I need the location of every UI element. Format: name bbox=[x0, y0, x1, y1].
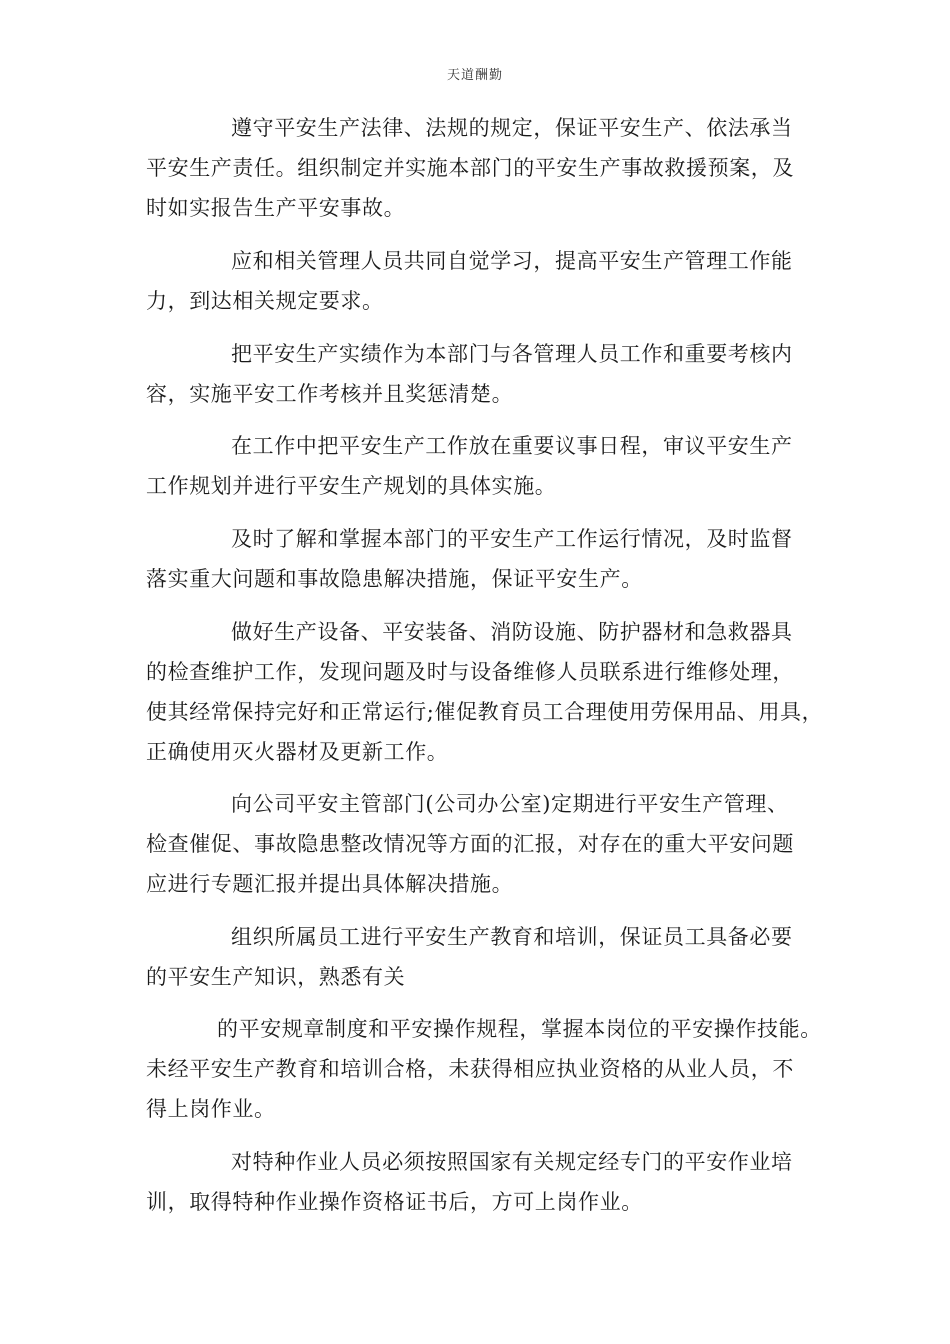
text-line: 应进行专题汇报并提出具体解决措施。 bbox=[146, 872, 514, 896]
text-line: 检查催促、事故隐患整改情况等方面的汇报，对存在的重大平安问题 bbox=[146, 832, 794, 856]
text-line: 把平安生产实绩作为本部门与各管理人员工作和重要考核内 bbox=[231, 342, 793, 366]
text-line: 正确使用灭火器材及更新工作。 bbox=[146, 740, 449, 764]
text-line: 及时了解和掌握本部门的平安生产工作运行情况，及时监督 bbox=[231, 527, 793, 551]
text-line: 遵守平安生产法律、法规的规定，保证平安生产、依法承当 bbox=[231, 116, 793, 140]
text-line: 落实重大问题和事故隐患解决措施，保证平安生产。 bbox=[146, 567, 643, 591]
text-line: 的平安生产知识，熟悉有关 bbox=[146, 965, 406, 989]
text-line: 组织所属员工进行平安生产教育和培训，保证员工具备必要 bbox=[231, 925, 793, 949]
text-line: 工作规划并进行平安生产规划的具体实施。 bbox=[146, 474, 557, 498]
text-line: 时如实报告生产平安事故。 bbox=[146, 196, 406, 220]
text-line: 对特种作业人员必须按照国家有关规定经专门的平安作业培 bbox=[231, 1150, 793, 1174]
text-line: 做好生产设备、平安装备、消防设施、防护器材和急救器具 bbox=[231, 620, 793, 644]
page-header: 天道酬勤 bbox=[446, 68, 503, 83]
text-line: 使其经常保持完好和正常运行;催促教育员工合理使用劳保用品、用具， bbox=[146, 700, 824, 724]
text-line: 应和相关管理人员共同自觉学习，提高平安生产管理工作能 bbox=[231, 249, 793, 273]
text-line: 训，取得特种作业操作资格证书后，方可上岗作业。 bbox=[146, 1190, 643, 1214]
text-line: 容，实施平安工作考核并且奖惩清楚。 bbox=[146, 382, 514, 406]
text-line: 未经平安生产教育和培训合格，未获得相应执业资格的从业人员，不 bbox=[146, 1057, 794, 1081]
text-line: 的检查维护工作，发现问题及时与设备维修人员联系进行维修处理， bbox=[146, 660, 794, 684]
text-line: 力，到达相关规定要求。 bbox=[146, 289, 384, 313]
text-line: 的平安规章制度和平安操作规程，掌握本岗位的平安操作技能。 bbox=[217, 1017, 822, 1041]
text-line: 向公司平安主管部门(公司办公室)定期进行平安生产管理、 bbox=[231, 792, 789, 816]
text-line: 在工作中把平安生产工作放在重要议事日程，审议平安生产 bbox=[231, 434, 793, 458]
text-line: 平安生产责任。组织制定并实施本部门的平安生产事故救援预案，及 bbox=[146, 156, 794, 180]
text-line: 得上岗作业。 bbox=[146, 1097, 276, 1121]
